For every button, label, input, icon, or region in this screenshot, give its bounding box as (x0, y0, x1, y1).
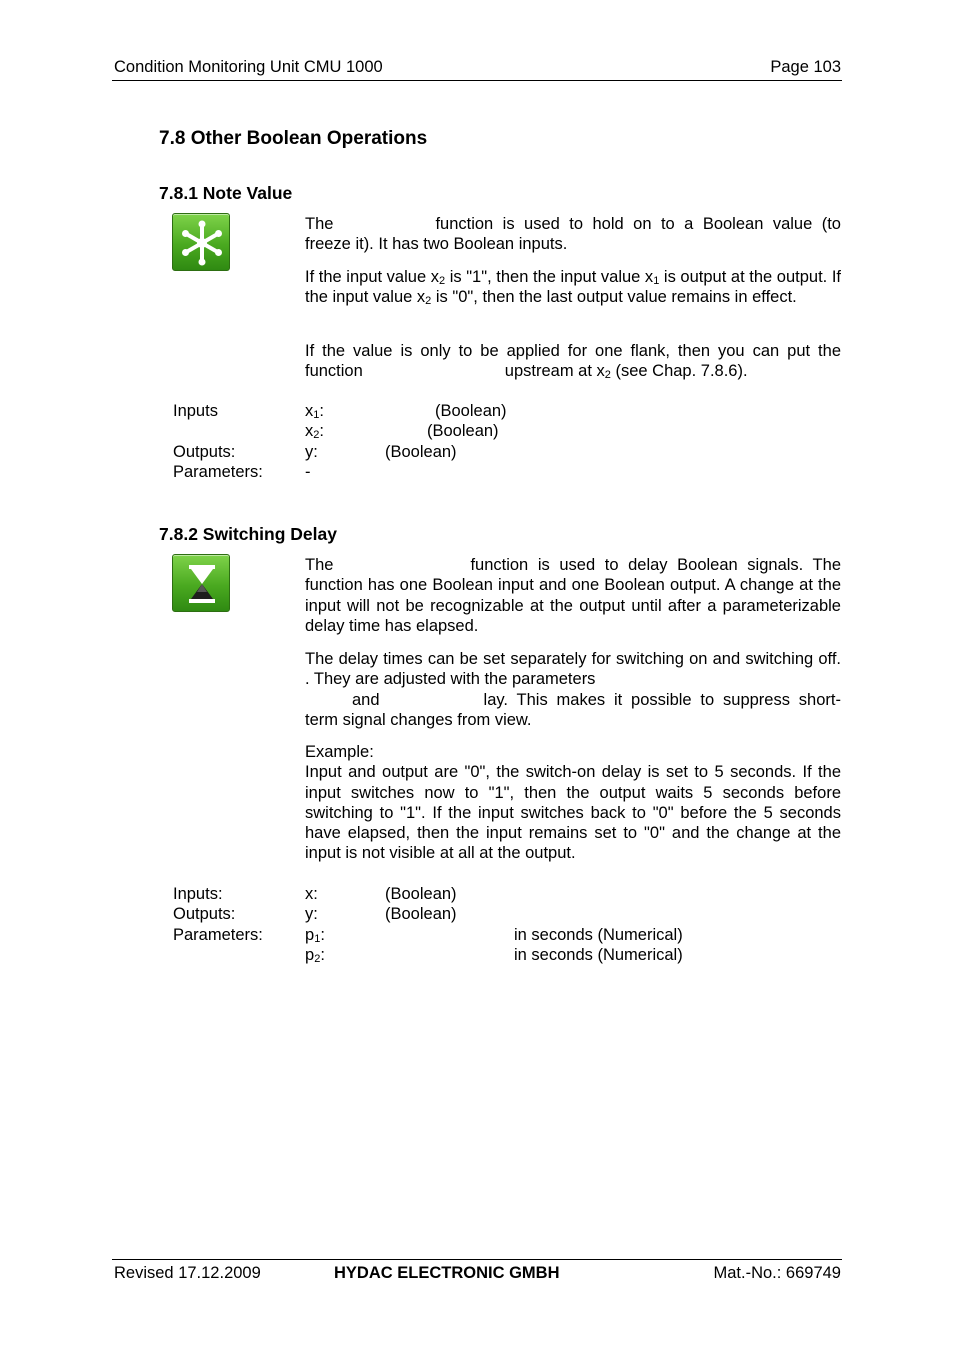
io-label: Inputs (173, 402, 218, 420)
io-label: Outputs: (173, 442, 236, 461)
text: The (305, 556, 334, 574)
io-variable: x: (305, 885, 318, 903)
snowflake-icon (172, 213, 230, 271)
io-row-p2 (173, 945, 773, 965)
io-variable: y: (305, 905, 318, 924)
text: is "0", then the last output value remains in effect. (431, 288, 797, 307)
io-type: in seconds (Numerical) (514, 945, 683, 964)
subsection-title-note-value: 7.8.1 Note Value (159, 183, 293, 203)
note-value-paragraph-1 (305, 214, 841, 255)
io-variable (305, 945, 325, 965)
text: p (305, 945, 315, 964)
io-variable: - (305, 462, 311, 481)
section-title: 7.8 Other Boolean Operations (159, 128, 428, 149)
io-type: (Boolean) (427, 422, 499, 441)
page-header (112, 58, 842, 81)
note-value-paragraph-2 (305, 267, 841, 308)
page-footer (112, 1259, 842, 1290)
io-variable (305, 401, 324, 421)
switching-delay-example (305, 742, 841, 864)
switching-delay-paragraph-2 (305, 649, 841, 730)
subscript: 2 (604, 369, 611, 382)
material-number: Mat.-No.: 669749 (713, 1264, 841, 1282)
io-row-inputs (173, 401, 773, 421)
subscript: 1 (313, 409, 320, 421)
io-row-outputs (173, 442, 773, 462)
text: If the value is only to be applied for one flank, then you can put the function (305, 342, 841, 381)
io-label: Inputs: (173, 885, 223, 903)
text: : (319, 422, 324, 441)
io-label: Parameters: (173, 925, 263, 944)
note-value-io-table (173, 401, 773, 482)
text: and (352, 690, 380, 709)
io-row-x2 (173, 421, 773, 441)
text: x (305, 402, 314, 420)
io-variable: y: (305, 442, 318, 461)
io-type: (Boolean) (385, 885, 457, 903)
io-row-outputs (173, 904, 773, 924)
example-label: Example: (305, 743, 374, 761)
io-variable (305, 925, 325, 945)
io-type: (Boolean) (435, 402, 507, 420)
text: p (305, 925, 315, 944)
page-number: Page 103 (770, 58, 841, 76)
text: upstream at x (504, 362, 605, 381)
switching-delay-paragraph-1 (305, 555, 841, 636)
note-value-paragraph-3 (305, 341, 841, 382)
text: : (320, 925, 325, 944)
text: (see Chap. 7.8.6). (610, 362, 748, 381)
text: The (305, 215, 334, 233)
hourglass-icon (172, 554, 230, 612)
header-title: Condition Monitoring Unit CMU 1000 (114, 58, 383, 76)
subscript: 2 (313, 429, 320, 442)
io-row-inputs (173, 884, 773, 904)
subscript: 2 (314, 952, 321, 965)
io-type: (Boolean) (385, 905, 457, 924)
subscript: 2 (438, 275, 446, 287)
io-row-parameters (173, 462, 773, 482)
io-type: in seconds (Numerical) (514, 925, 683, 944)
example-text: Input and output are "0", the switch-on delay is set to 5 seconds. If the input switches now to "1", then the output waits 5 seconds before switching to "1". If the input switches back to "0" before the 5 seconds have elapsed, then the input remains set to "0" and the change at the input is not visible at all at the output. (305, 763, 841, 863)
subscript: 1 (314, 932, 321, 945)
text: If the input value x (305, 268, 439, 286)
text: is "1", then the input value x (445, 268, 654, 286)
text: function is used to hold on to a Boolean value (to freeze it). It has two Boolean inputs. (305, 215, 841, 254)
io-row-parameters (173, 925, 773, 945)
io-label: Parameters: (173, 462, 263, 481)
text: lay. This makes it possible to suppress short-term signal changes from view. (305, 690, 841, 729)
subscript: 1 (653, 275, 660, 287)
text: : (320, 945, 325, 964)
io-label: Outputs: (173, 905, 236, 924)
text: x (305, 422, 314, 441)
io-variable (305, 421, 324, 441)
text: is output at the output. If the input value x (305, 268, 841, 307)
text: : (319, 402, 324, 420)
io-type: (Boolean) (385, 442, 457, 461)
revision-date: Revised 17.12.2009 (114, 1264, 261, 1282)
subscript: 2 (425, 295, 432, 308)
company-name: HYDAC ELECTRONIC GMBH (334, 1264, 560, 1282)
text: The delay times can be set separately for switching on and switching off. . They are adjusted with the parameters (305, 650, 841, 689)
text: function is used to delay Boolean signals. The function has one Boolean input and one Boolean output. A change at the input will not be recognizable at the output until after a parameterizable delay time has elapsed. (305, 556, 841, 635)
switching-delay-io-table (173, 884, 773, 965)
subsection-title-switching-delay: 7.8.2 Switching Delay (159, 524, 337, 544)
